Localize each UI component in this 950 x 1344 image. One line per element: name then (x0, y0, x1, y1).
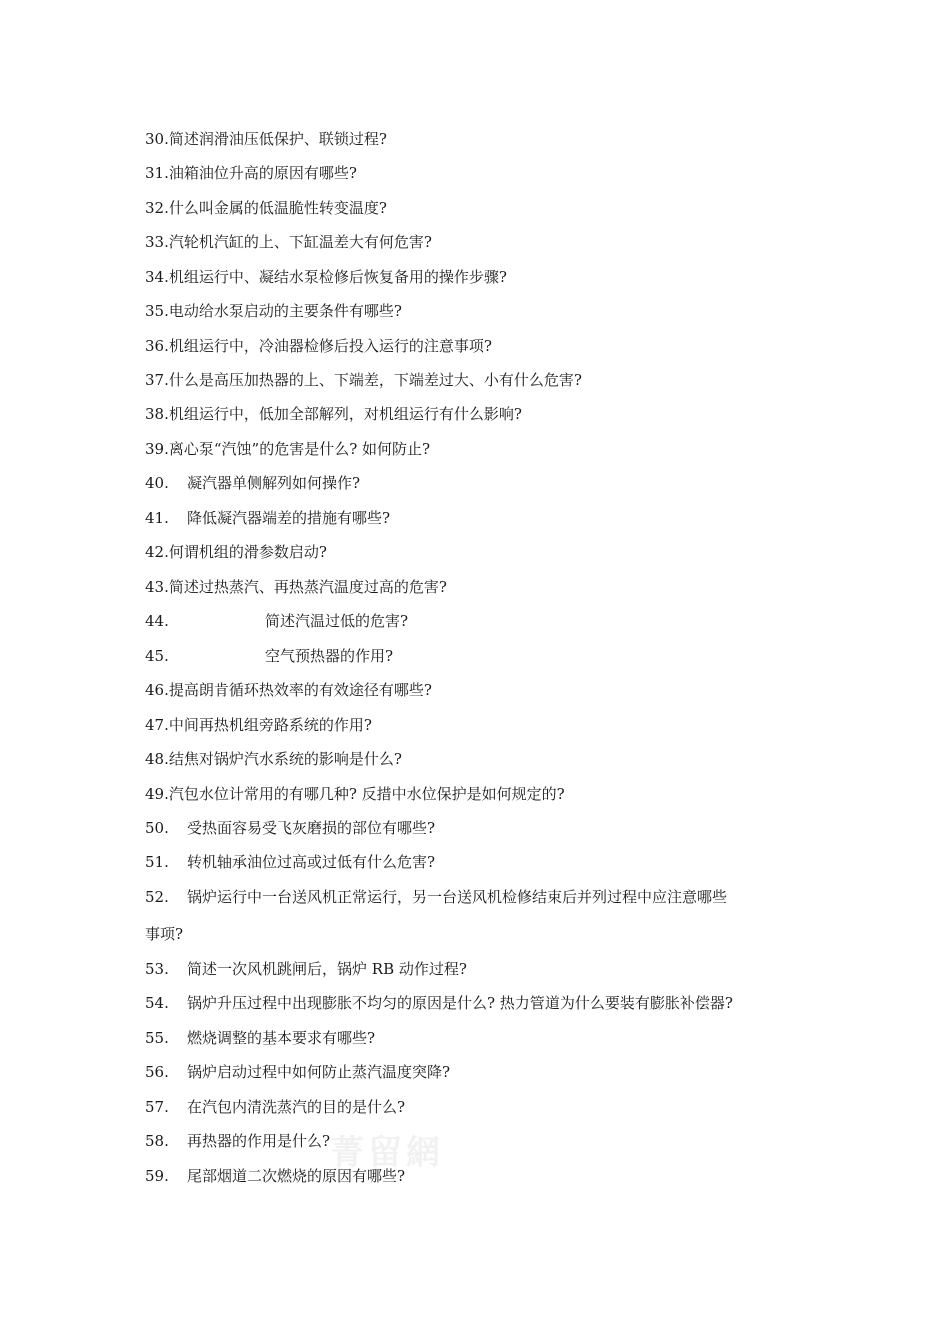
question-50: 50. 受热面容易受飞灰磨损的部位有哪些? (145, 819, 436, 837)
question-51: 51. 转机轴承油位过高或过低有什么危害? (145, 853, 436, 871)
question-52-continuation: 事项? (145, 925, 184, 943)
question-48: 48.结焦对锅炉汽水系统的影响是什么? (145, 750, 402, 768)
question-42: 42.何谓机组的滑参数启动? (145, 543, 327, 561)
question-41: 41. 降低凝汽器端差的措施有哪些? (145, 509, 391, 527)
question-45: 45. 空气预热器的作用? (145, 647, 394, 665)
question-47: 47.中间再热机组旁路系统的作用? (145, 716, 372, 734)
watermark: 菁留網 (330, 1133, 444, 1173)
question-34: 34.机组运行中、凝结水泵检修后恢复备用的操作步骤? (145, 268, 507, 286)
question-55: 55. 燃烧调整的基本要求有哪些? (145, 1029, 376, 1047)
question-40: 40. 凝汽器单侧解列如何操作? (145, 474, 361, 492)
question-56: 56. 锅炉启动过程中如何防止蒸汽温度突降? (145, 1063, 451, 1081)
question-31: 31.油箱油位升高的原因有哪些? (145, 164, 357, 182)
question-57: 57. 在汽包内清洗蒸汽的目的是什么? (145, 1098, 406, 1116)
question-59: 59. 尾部烟道二次燃烧的原因有哪些? (145, 1167, 406, 1185)
question-39: 39.离心泵“汽蚀”的危害是什么? 如何防止? (145, 440, 431, 458)
question-53: 53. 简述一次风机跳闸后，锅炉 RB 动作过程? (145, 960, 467, 978)
question-32: 32.什么叫金属的低温脆性转变温度? (145, 199, 387, 217)
question-54: 54. 锅炉升压过程中出现膨胀不均匀的原因是什么? 热力管道为什么要装有膨胀补偿器? (145, 994, 733, 1012)
question-38: 38.机组运行中，低加全部解列，对机组运行有什么影响? (145, 405, 522, 423)
question-33: 33.汽轮机汽缸的上、下缸温差大有何危害? (145, 233, 432, 251)
question-35: 35.电动给水泵启动的主要条件有哪些? (145, 302, 402, 320)
question-49: 49.汽包水位计常用的有哪几种? 反措中水位保护是如何规定的? (145, 785, 565, 803)
question-43: 43.简述过热蒸汽、再热蒸汽温度过高的危害? (145, 578, 447, 596)
question-30: 30.简述润滑油压低保护、联锁过程? (145, 130, 387, 148)
question-52: 52. 锅炉运行中一台送风机正常运行，另一台送风机检修结束后并列过程中应注意哪些 (145, 888, 728, 906)
question-37: 37.什么是高压加热器的上、下端差，下端差过大、小有什么危害? (145, 371, 582, 389)
question-36: 36.机组运行中，冷油器检修后投入运行的注意事项? (145, 337, 492, 355)
question-46: 46.提高朗肯循环热效率的有效途径有哪些? (145, 681, 432, 699)
question-58: 58. 再热器的作用是什么? (145, 1132, 331, 1150)
question-44: 44. 简述汽温过低的危害? (145, 612, 409, 630)
